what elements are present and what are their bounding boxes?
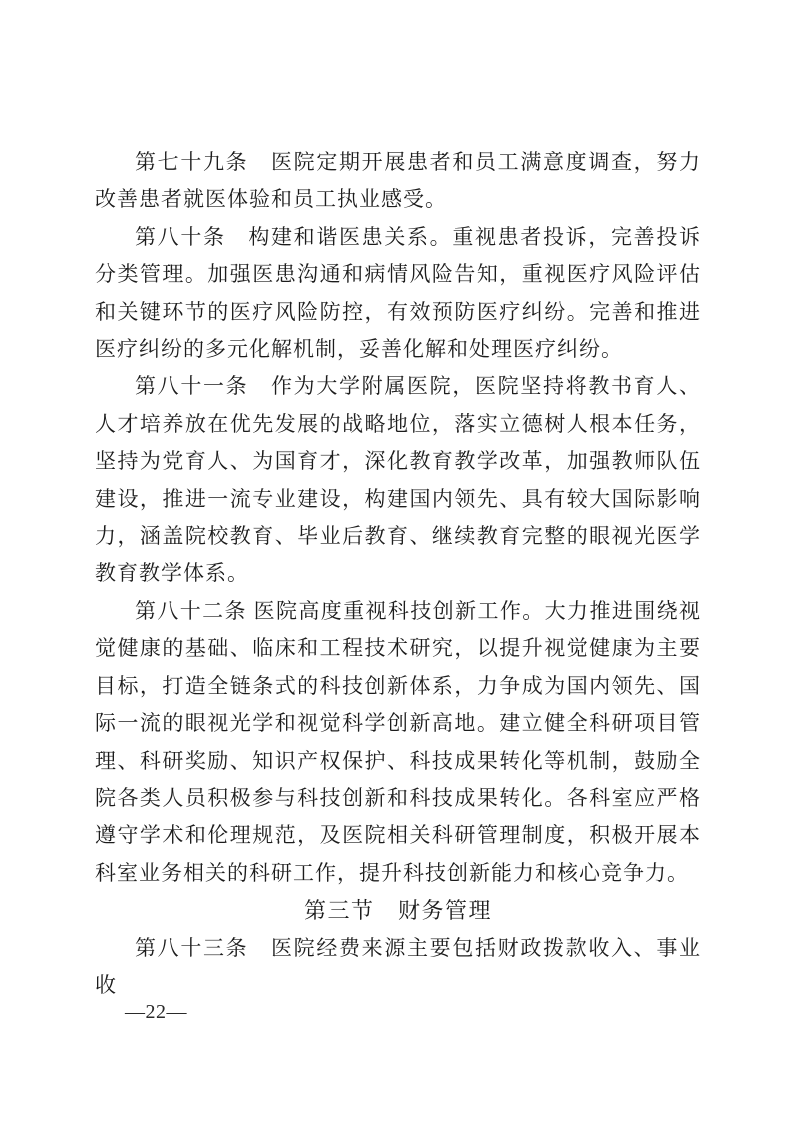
article-paragraph-80: 第八十条 构建和谐医患关系。重视患者投诉，完善投诉分类管理。加强医患沟通和病情风险告知，重视医疗风险评估和关键环节的医疗风险防控，有效预防医疗纠纷。完善和推进医疗纠纷的多元化解机制，妥善化解和处理医疗纠纷。 (95, 224, 701, 362)
article-paragraph-81: 第八十一条 作为大学附属医院，医院坚持将教书育人、人才培养放在优先发展的战略地位，落实立德树人根本任务，坚持为党育人、为国育才，深化教育教学改革，加强教师队伍建设，推进一流专业建设，构建国内领先、具有较大国际影响力，涵盖院校教育、毕业后教育、继续教育完整的眼视光医学教育教学体系。 (95, 374, 701, 586)
document-body (95, 144, 701, 1004)
article-paragraph-83: 第八十三条 医院经费来源主要包括财政拨款收入、事业收 (95, 935, 701, 997)
article-paragraph-79: 第七十九条 医院定期开展患者和员工满意度调查，努力改善患者就医体验和员工执业感受。 (95, 150, 701, 212)
article-paragraph-82: 第八十二条 医院高度重视科技创新工作。大力推进围绕视觉健康的基础、临床和工程技术研究，以提升视觉健康为主要目标，打造全链条式的科技创新体系，力争成为国内领先、国际一流的眼视光学和视觉科学创新高地。建立健全科研项目管理、科研奖励、知识产权保护、科技成果转化等机制，鼓励全院各类人员积极参与科技创新和科技成果转化。各科室应严格遵守学术和伦理规范，及医院相关科研管理制度，积极开展本科室业务相关的科研工作，提升科技创新能力和核心竞争力。 (95, 598, 701, 885)
page-number: —22— (125, 1001, 187, 1023)
section-heading-finance-management: 第三节 财务管理 (303, 898, 492, 924)
